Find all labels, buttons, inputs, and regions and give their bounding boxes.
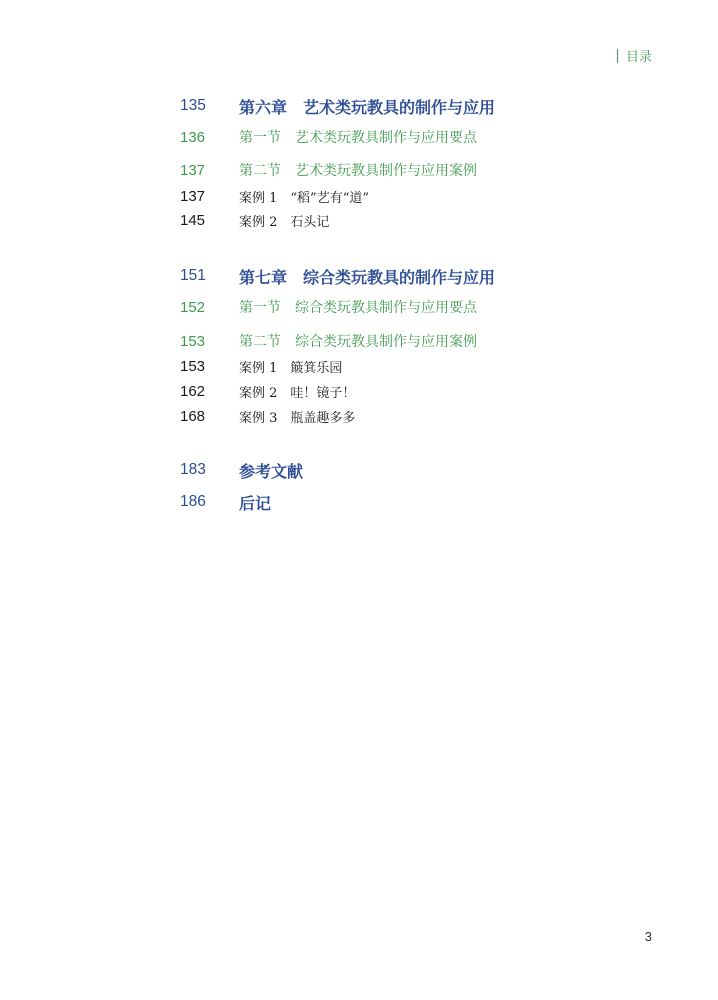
toc-title: 第二节 综合类玩教具制作与应用案例 — [239, 334, 477, 350]
toc-page-number: 186 — [180, 493, 206, 510]
toc-title: 第七章 综合类玩教具的制作与应用 — [239, 267, 496, 287]
toc-page-number: 136 — [180, 128, 206, 146]
toc-page-number: 183 — [180, 461, 206, 478]
toc-page-number: 168 — [180, 407, 206, 425]
toc-title: 第六章 艺术类玩教具的制作与应用 — [239, 97, 496, 117]
toc-title: 案例 2 哇！镜子！ — [239, 385, 356, 401]
toc-page-number: 145 — [180, 211, 206, 229]
toc-page-number: 137 — [180, 187, 206, 205]
toc-title: 参考文献 — [239, 461, 304, 481]
toc-page-number: 135 — [180, 97, 206, 114]
toc-title: 第一节 综合类玩教具制作与应用要点 — [239, 300, 477, 316]
running-header — [617, 46, 652, 65]
toc-title: 案例 1 簸箕乐园 — [239, 360, 343, 376]
page-number: 3 — [644, 929, 652, 944]
toc-title: 后记 — [239, 493, 272, 513]
toc-page-number: 162 — [180, 382, 206, 400]
toc-page-number: 137 — [180, 161, 206, 179]
toc-page-number: 152 — [180, 298, 206, 316]
header-title: 目录 — [625, 50, 652, 65]
toc-title: 案例 3 瓶盖趣多多 — [239, 410, 356, 426]
toc-title: 案例 1 “稻”艺有“道” — [239, 190, 369, 206]
toc-page-number: 153 — [180, 357, 206, 375]
toc-page-number: 151 — [180, 267, 206, 284]
toc-title: 第一节 艺术类玩教具制作与应用要点 — [239, 130, 477, 146]
toc-page-number: 153 — [180, 332, 206, 350]
header-divider — [617, 49, 618, 63]
toc-title: 案例 2 石头记 — [239, 214, 330, 230]
toc-title: 第二节 艺术类玩教具制作与应用案例 — [239, 163, 477, 179]
